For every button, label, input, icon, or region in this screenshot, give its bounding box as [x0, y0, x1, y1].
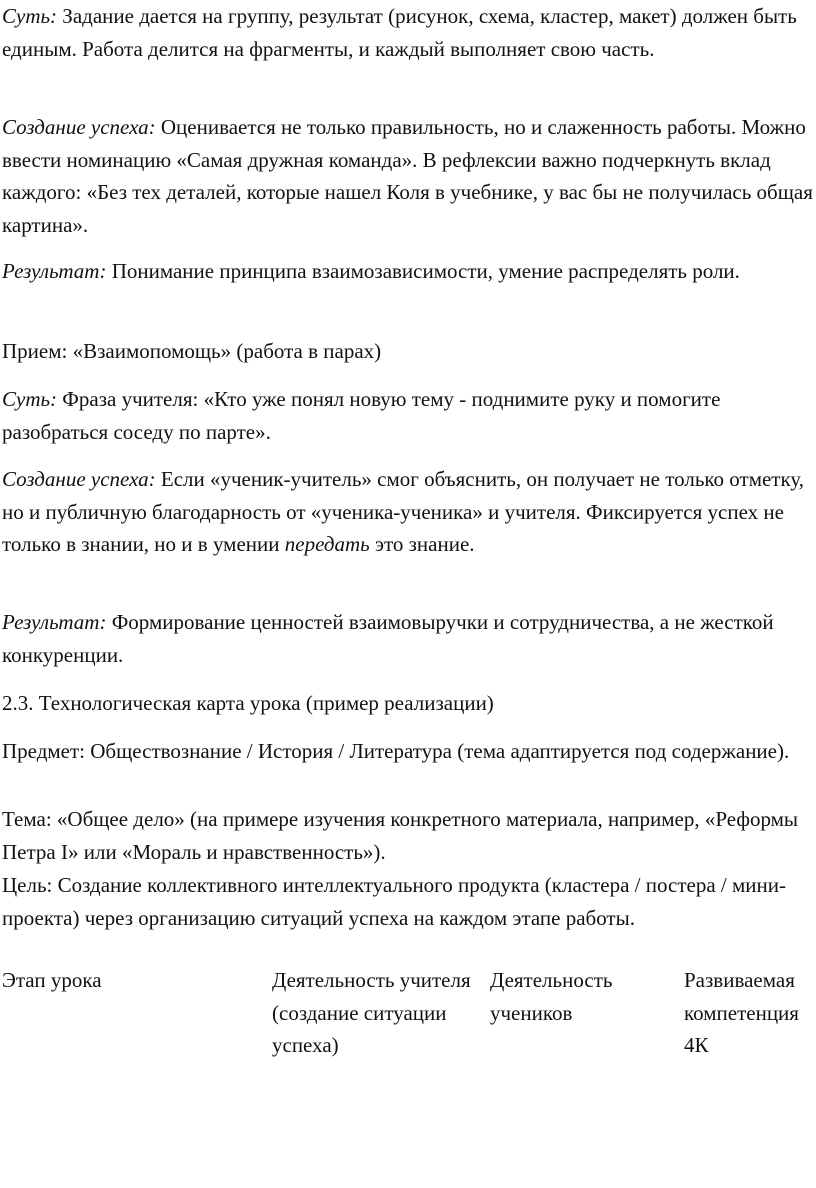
label-success: Создание успеха:	[2, 115, 156, 139]
paragraph-success-2	[2, 463, 814, 561]
paragraph-text: Понимание принципа взаимозависимости, умение распределять роли.	[106, 259, 740, 283]
paragraph-text: Формирование ценностей взаимовыручки и сотрудничества, а не жесткой конкуренции.	[2, 610, 774, 667]
paragraph-essence-1	[2, 0, 814, 65]
label-result: Результат:	[2, 610, 107, 634]
column-header-student-activity: Деятельность учеников	[490, 968, 613, 1025]
emphasis-word: передать	[284, 532, 370, 556]
subject-line: Предмет: Обществознание / История / Литература (тема адаптируется под содержание).	[2, 739, 790, 763]
label-essence: Суть:	[2, 4, 58, 28]
section-heading: 2.3. Технологическая карта урока (пример реализации)	[2, 691, 494, 715]
paragraph-text: Задание дается на группу, результат (рисунок, схема, кластер, макет) должен быть единым. Работа делится на фрагменты, и каждый выполняет свою часть.	[2, 4, 797, 61]
paragraph-result-2	[2, 606, 814, 671]
column-header-stage: Этап урока	[2, 968, 102, 992]
paragraph-text: Оценивается не только правильность, но и слаженность работы. Можно ввести номинацию «Самая дружная команда». В рефлексии важно подчеркнуть вклад каждого: «Без тех деталей, которые нашел Коля в учебнике, у вас бы не получилась общая картина».	[2, 115, 813, 237]
column-header-competence: Развиваемая компетенция 4К	[684, 968, 799, 1057]
label-essence: Суть:	[2, 387, 58, 411]
goal-line: Цель: Создание коллективного интеллектуального продукта (кластера / постера / мини-проекта) через организацию ситуаций успеха на каждом этапе работы.	[2, 873, 786, 930]
paragraph-result-1	[2, 255, 814, 288]
paragraph-text-tail: это знание.	[369, 532, 475, 556]
paragraph-text: Фраза учителя: «Кто уже понял новую тему - поднимите руку и помогите разобраться соседу по парте».	[2, 387, 721, 444]
paragraph-essence-2	[2, 383, 814, 448]
lesson-map-table-header	[0, 964, 816, 1094]
technique-heading: Прием: «Взаимопомощь» (работа в парах)	[2, 339, 382, 363]
topic-line: Тема: «Общее дело» (на примере изучения конкретного материала, например, «Реформы Петра I» или «Мораль и нравственность»).	[2, 807, 799, 864]
paragraph-text: Если «ученик-учитель» смог объяснить, он получает не только отметку, но и публичную благодарность от «ученика-ученика» и учителя. Фиксируется успех не только в знании, но и в умении	[2, 467, 805, 556]
label-result: Результат:	[2, 259, 107, 283]
column-header-teacher-activity: Деятельность учителя (создание ситуации успеха)	[272, 968, 471, 1057]
paragraph-success-1	[2, 111, 814, 241]
label-success: Создание успеха:	[2, 467, 156, 491]
